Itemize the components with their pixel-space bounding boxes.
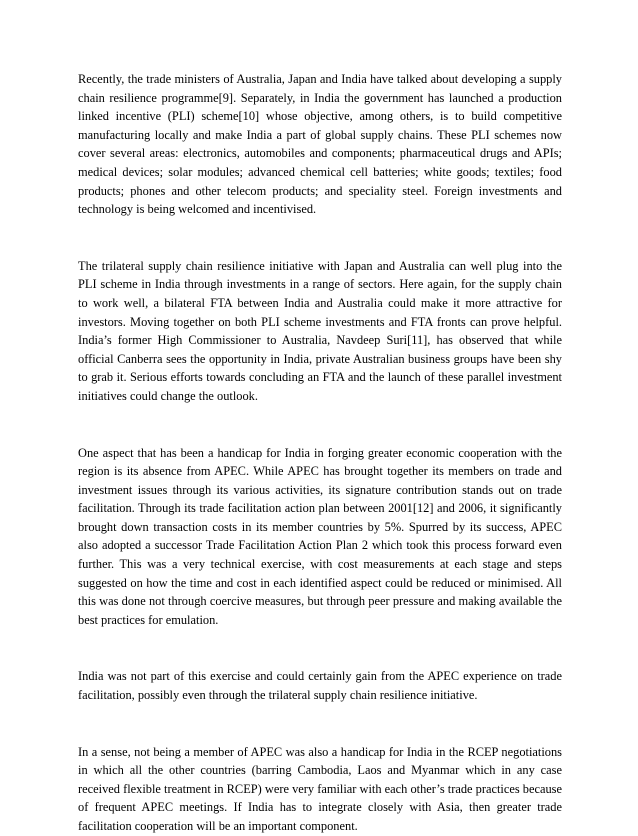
document-page — [78, 70, 562, 836]
paragraph-supply-chain-pli: Recently, the trade ministers of Australia, Japan and India have talked about developing a supply chain resilience programme[9]. Separately, in India the government has launched a production linked incentive (PLI) scheme[10] whose objective, among others, is to build competitive manufacturing locally and make India a part of global supply chains. These PLI schemes now cover several areas: electronics, automobiles and components; pharmaceutical drugs and APIs; medical devices; solar modules; advanced chemical cell batteries; white goods; textiles; food products; phones and other telecom products; and speciality steel. Foreign investments and technology is being welcomed and incentivised. — [78, 72, 562, 217]
paragraph-rcep-negotiations: In a sense, not being a member of APEC was also a handicap for India in the RCEP negotiations in which all the other countries (barring Cambodia, Laos and Myanmar which in any case received flexible treatment in RCEP) were very familiar with each other’s trade practices because of frequent APEC meetings. If India has to integrate closely with Asia, then greater trade facilitation cooperation will be an important component. — [78, 744, 562, 833]
paragraph-trilateral-initiative: The trilateral supply chain resilience initiative with Japan and Australia can well plug into the PLI scheme in India through investments in a range of sectors. Here again, for the supply chain to work well, a bilateral FTA between India and Australia could make it more attractive for investors. Moving together on both PLI scheme investments and FTA fronts can prove helpful. India’s former High Commissioner to Australia, Navdeep Suri[11], has observed that while official Canberra sees the opportunity in India, private Australian business groups have been shy to grab it. Serious efforts towards concluding an FTA and the launch of these parallel investment initiatives could change the outlook. — [78, 258, 562, 403]
paragraph-trade-facilitation: India was not part of this exercise and could certainly gain from the APEC experience on trade facilitation, possibly even through the trilateral supply chain resilience initiative. — [78, 669, 562, 703]
paragraph-apec-handicap: One aspect that has been a handicap for India in forging greater economic cooperation with the region is its absence from APEC. While APEC has brought together its members on trade and investment issues through its various activities, its signature contribution stands out on trade facilitation. Through its trade facilitation action plan between 2001[12] and 2006, it significantly brought down transaction costs in its member countries by 5%. Spurred by its success, APEC also adopted a successor Trade Facilitation Action Plan 2 which took this process forward even further. This was a very technical exercise, with cost measurements at each stage and steps suggested on how the time and cost in each identified aspect could be reduced or minimised. All this was done not through coercive measures, but through peer pressure and making available the best practices for emulation. — [78, 445, 562, 627]
